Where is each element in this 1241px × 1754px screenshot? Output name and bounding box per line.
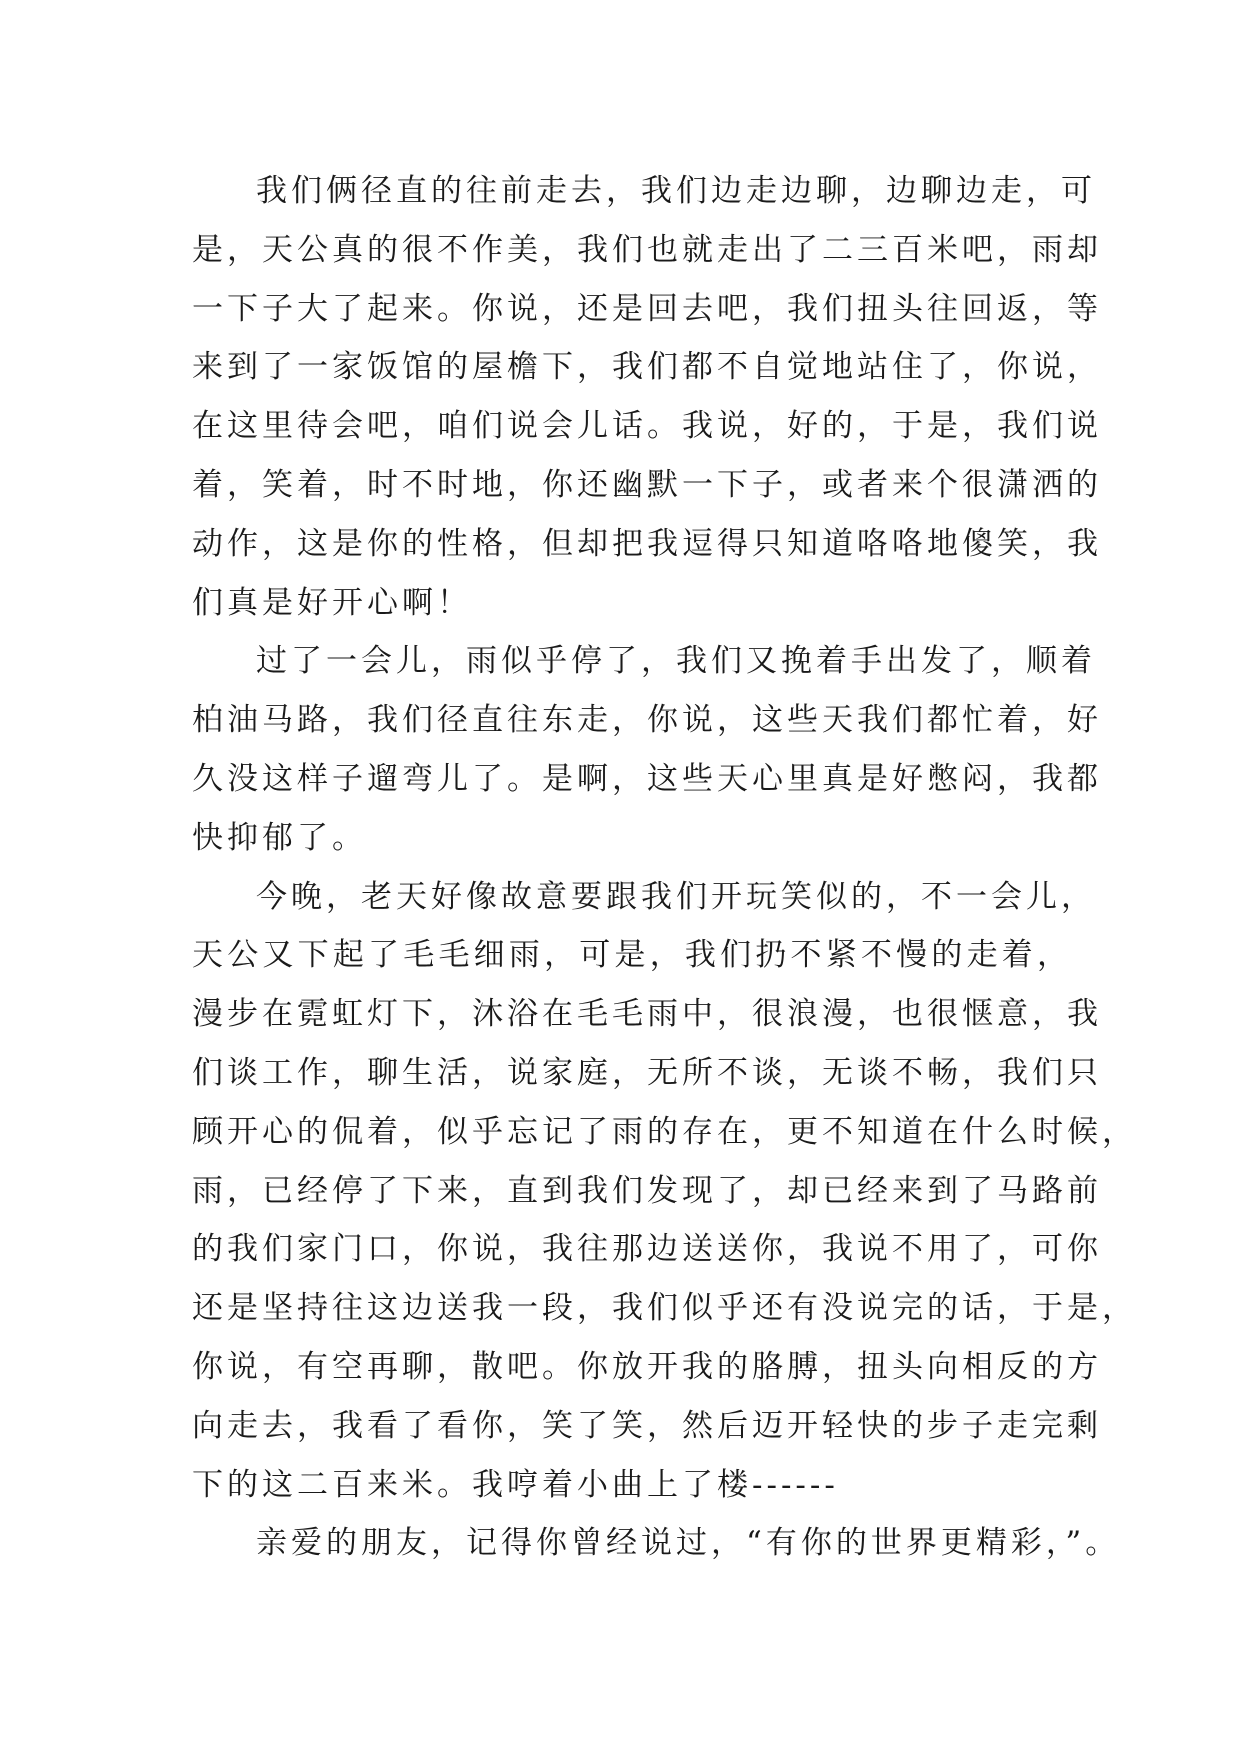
paragraph-3 [192, 868, 1137, 1515]
text-line: 向走去，我看了看你，笑了笑，然后迈开轻快的步子走完剩 [192, 1407, 1102, 1444]
text-line: 着，笑着，时不时地，你还幽默一下子，或者来个很潇洒的 [192, 466, 1102, 503]
paragraph-4 [192, 1514, 1121, 1573]
text-line: 来到了一家饭馆的屋檐下，我们都不自觉地站住了，你说， [192, 349, 1102, 386]
text-line: 过了一会儿，雨似乎停了，我们又挽着手出发了，顺着 [256, 643, 1096, 680]
body-text [192, 162, 1137, 1573]
text-line: 在这里待会吧，咱们说会儿话。我说，好的，于是，我们说 [192, 408, 1102, 445]
text-line: 动作，这是你的性格，但却把我逗得只知道咯咯地傻笑，我 [192, 525, 1102, 562]
paragraph-2 [192, 632, 1102, 867]
text-line: 们谈工作，聊生活，说家庭，无所不谈，无谈不畅，我们只 [192, 1054, 1102, 1091]
text-line: 久没这样子遛弯儿了。是啊，这些天心里真是好憋闷，我都 [192, 760, 1102, 797]
text-line: 下的这二百来米。我哼着小曲上了楼------ [192, 1466, 839, 1503]
text-line: 雨，已经停了下来，直到我们发现了，却已经来到了马路前 [192, 1172, 1102, 1209]
text-line: 今晚，老天好像故意要跟我们开玩笑似的，不一会儿， [256, 878, 1096, 915]
text-line: 顾开心的侃着，似乎忘记了雨的存在，更不知道在什么时候， [192, 1113, 1137, 1150]
text-line: 柏油马路，我们径直往东走，你说，这些天我们都忙着，好 [192, 702, 1102, 739]
text-line: 快抑郁了。 [192, 819, 367, 856]
text-line: 亲爱的朋友，记得你曾经说过，“有你的世界更精彩，”。 [256, 1525, 1121, 1562]
text-line: 你说，有空再聊，散吧。你放开我的胳膊，扭头向相反的方 [192, 1348, 1102, 1385]
text-line: 的我们家门口，你说，我往那边送送你，我说不用了，可你 [192, 1231, 1102, 1268]
text-line: 还是坚持往这边送我一段，我们似乎还有没说完的话，于是， [192, 1290, 1137, 1327]
text-line: 是，天公真的很不作美，我们也就走出了二三百米吧，雨却 [192, 231, 1102, 268]
text-line: 一下子大了起来。你说，还是回去吧，我们扭头往回返，等 [192, 290, 1102, 327]
paragraph-1 [192, 162, 1102, 632]
text-line: 天公又下起了毛毛细雨，可是，我们扔不紧不慢的走着， [192, 937, 1072, 974]
text-line: 们真是好开心啊！ [192, 584, 472, 621]
text-line: 我们俩径直的往前走去，我们边走边聊，边聊边走，可 [256, 173, 1096, 209]
text-line: 漫步在霓虹灯下，沐浴在毛毛雨中，很浪漫，也很惬意，我 [192, 996, 1102, 1033]
